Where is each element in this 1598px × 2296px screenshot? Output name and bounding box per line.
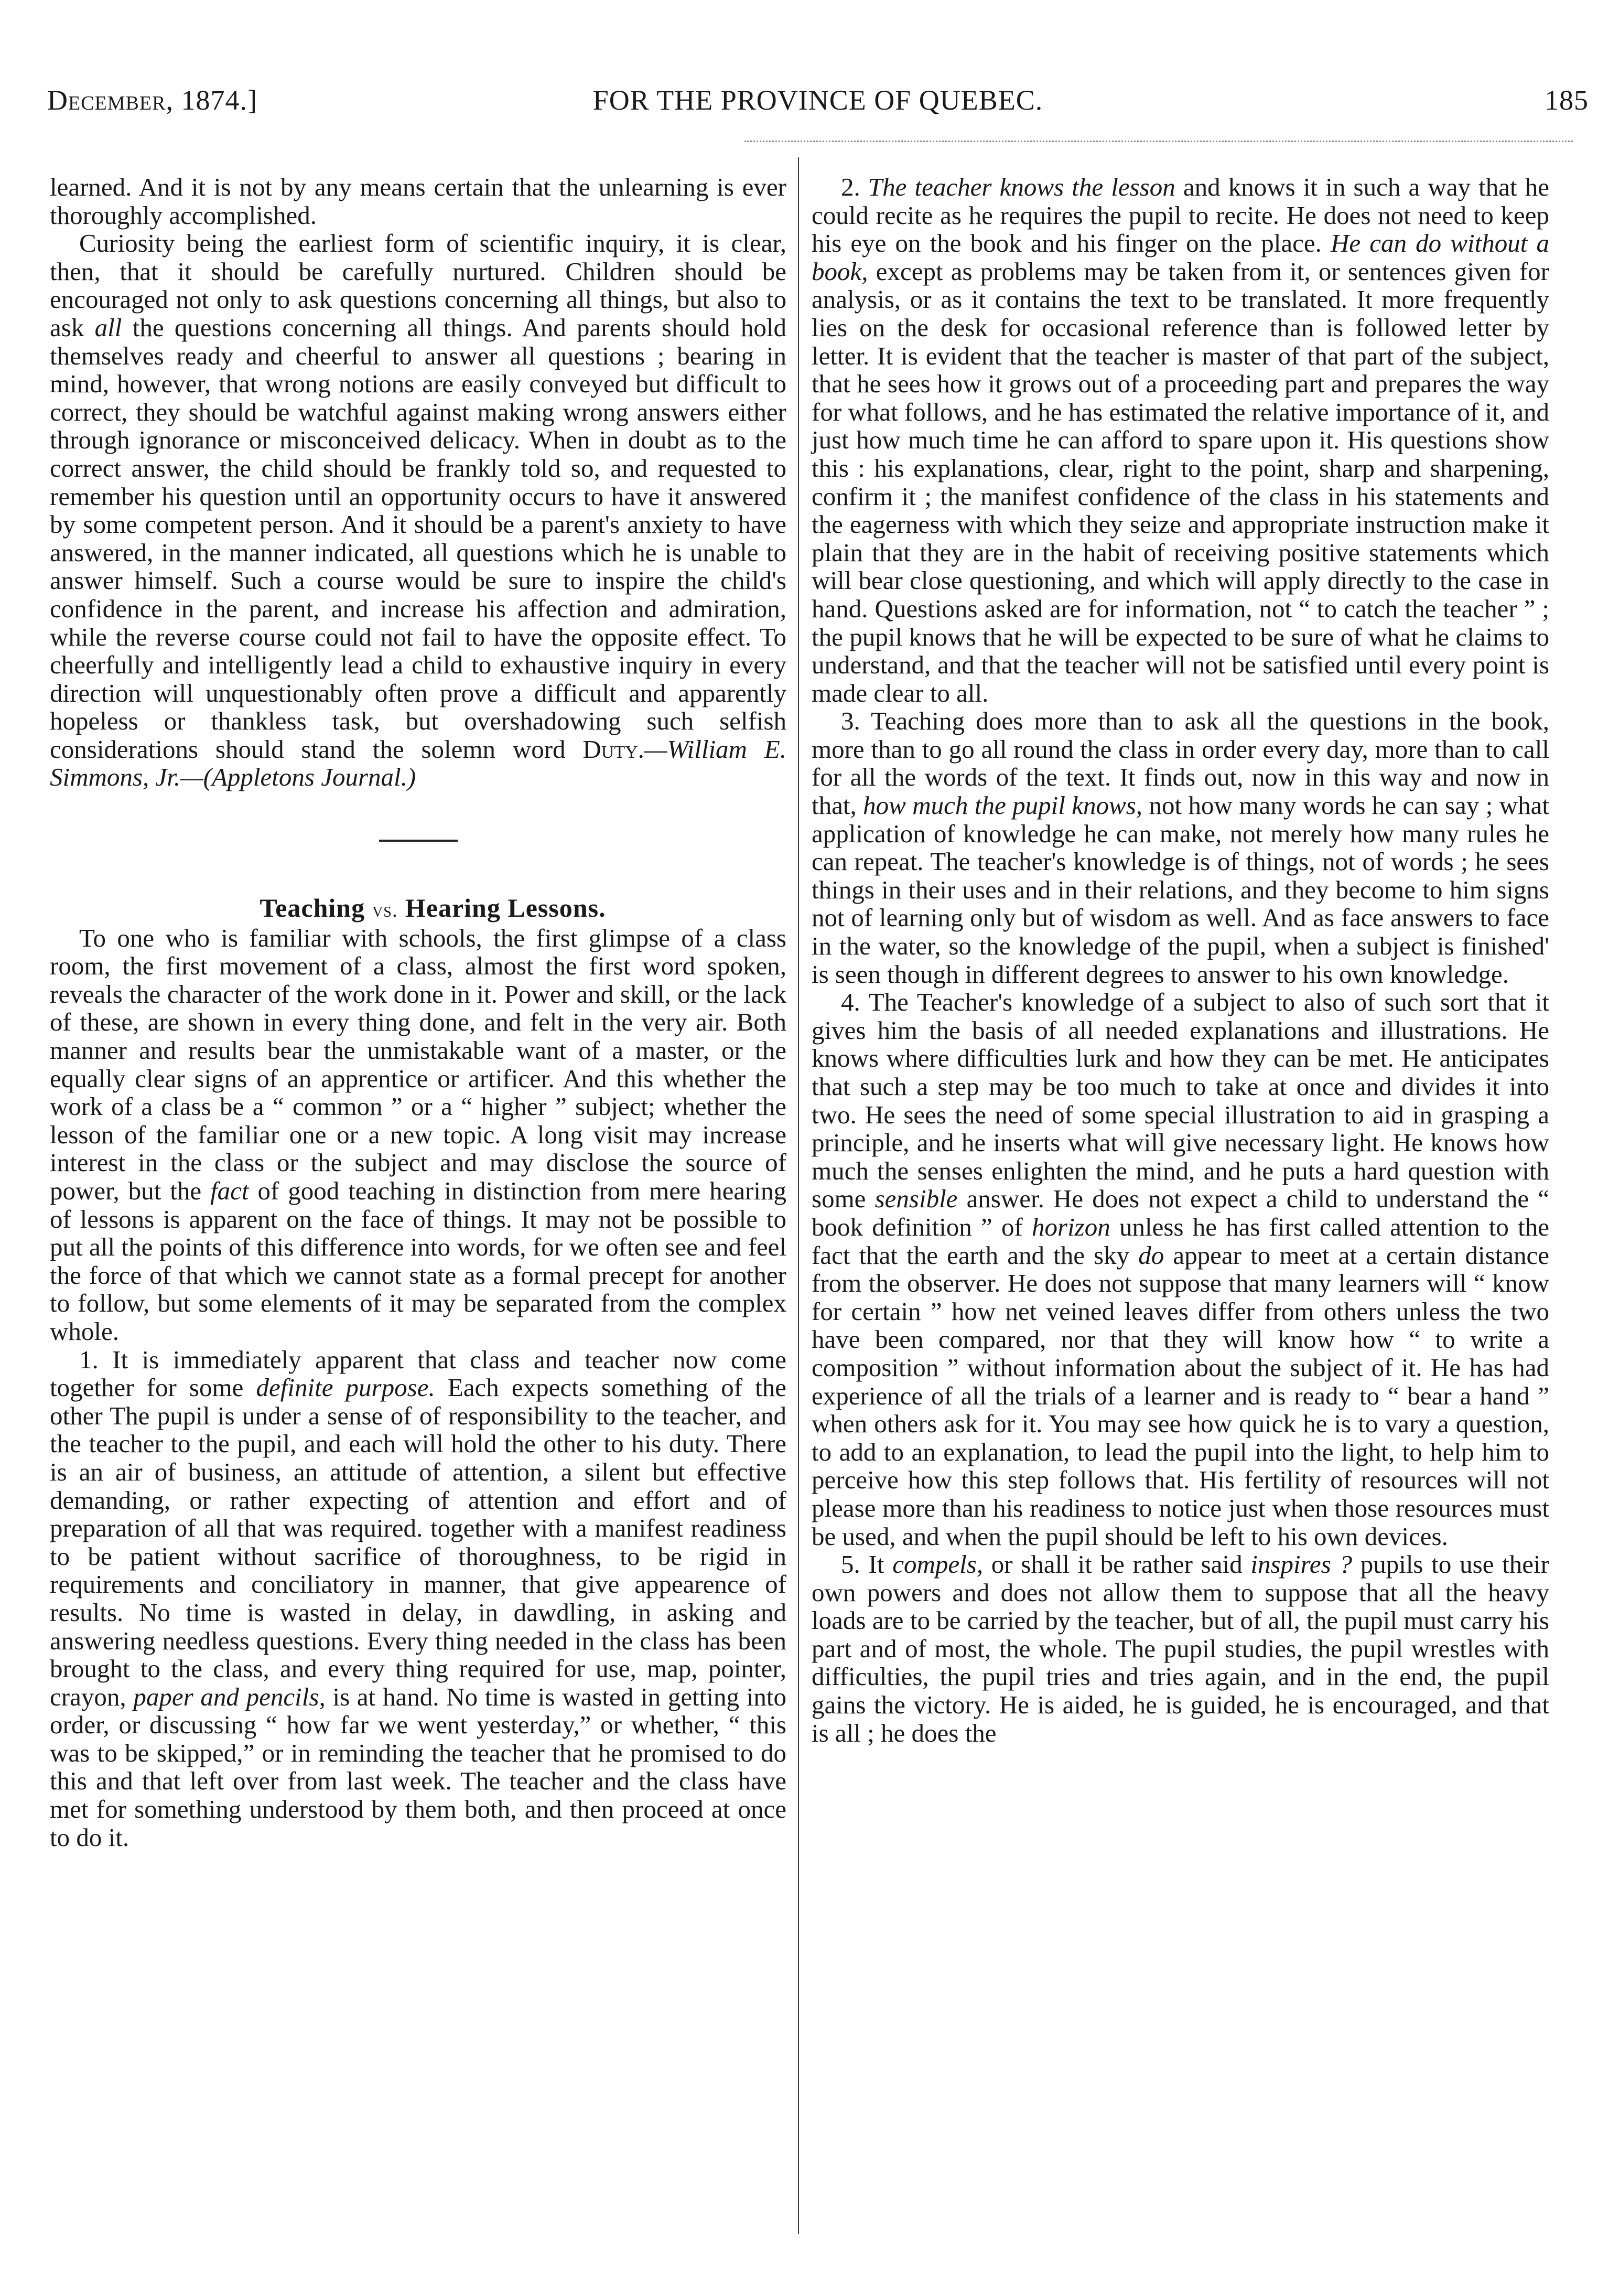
- author-signature: —William E. Simmons, Jr.—(Appletons Journal.): [50, 734, 786, 792]
- text-run: Each expects something of the other The pupil is under a sense of of responsibility to the teacher, and the teacher to the pupil, and each will hold the other to his duty. There is an air of business, an attitude of attention, a silent but effective demanding, or rather expecting of attention and effort and of preparation of all that was required. together with a manifest readiness to be patient without sacrifice of thoroughness, to be rigid in requirements and conciliatory in manner, that give appearence of results. No time is wasted in delay, in dawdling, in asking and answering needless questions. Every thing needed in the class has been brought to the class, and every thing required for use, map, pointer, crayon,: [50, 1373, 787, 1711]
- text-run: and knows it in such a way that he could recite as he requires the pupil to recite. He does not need to keep his eye on the book and his finger on the place.: [812, 173, 1549, 258]
- emphasis: fact: [210, 1176, 249, 1205]
- duty-word: Duty.: [582, 734, 644, 764]
- left-column: [50, 173, 786, 1851]
- text-run: unless he has first called attention to the fact that the earth and the sky: [812, 1212, 1549, 1270]
- text-run: 2.: [841, 173, 868, 201]
- section-separator: [379, 840, 458, 842]
- title-vs: vs.: [372, 898, 398, 922]
- text-run: not how many words he can say ; what application of knowledge he can make, not merely how many rules he can repeat. The teacher's knowledge is of things, not of words ; he sees things in their uses and in their relations, and they become to him signs not of learning only but of wisdom as well. And as face answers to face in the water, so the knowledge of the pupil, when a subject is finished' is seen though in different degrees to answer to his own knowledge.: [812, 791, 1549, 989]
- text-run: answer. He does not expect a child to understand the “ book definition ” of: [812, 1184, 1549, 1241]
- text-run: 1. It is immediately apparent that class and teacher now come together for some: [50, 1345, 786, 1402]
- emphasis: inspires ?: [1250, 1550, 1352, 1579]
- paragraph-teaching: [50, 924, 786, 1346]
- header-title: FOR THE PROVINCE OF QUEBEC.: [592, 84, 1043, 116]
- emphasis: paper and pencils,: [133, 1682, 326, 1711]
- text-run: the questions concerning all things. And parents should hold themselves ready and cheerful to answer all questions ; bearing in mind, however, that wrong notions are easily conveyed but difficult to correct, they should be watchful against making wrong answers either through ignorance or misconceived delicacy. When in doubt as to the correct answer, the child should be frankly told so, and requested to remember his question until an opportunity occurs to have it answered by some competent person. And it should be a parent's anxiety to have answered, in the manner indicated, all questions which he is unable to answer himself. Such a course would be sure to inspire the child's confidence in the parent, and increase his affection and admiration, while the reverse course could not fail to have the opposite effect. To cheerfully and intelligently lead a child to exhaustive inquiry in every direction will unquestionably often prove a difficult and apparently hopeless or thankless task, but overshadowing such selfish considerations should stand the solemn word: [50, 313, 786, 764]
- text-run: of good teaching in distinction from mere hearing of lessons is apparent on the face of things. It may not be possible to put all the points of this difference into words, for we often see and feel the force of that which we cannot state as a formal precept for another to follow, but some elements of it may be separated from the complex whole.: [50, 1176, 786, 1346]
- text-run: Curiosity being the earliest form of scientific inquiry, it is clear, then, that it should be carefully nurtured. Children should be encouraged not only to ask questions concerning all things, but also to ask: [50, 229, 786, 342]
- column-divider: [798, 157, 799, 2234]
- paragraph-point-4: [812, 988, 1549, 1550]
- emphasis: all: [94, 313, 122, 342]
- text-run: except as problems may be taken from it, or sentences given for analysis, or as it contains the text to be translated. It more frequently lies on the desk for occasional reference than is followed letter by letter. It is evident that the teacher is master of that part of the subject, that he sees how it grows out of a proceeding part and prepares the way for what follows, and he has estimated the relative importance of it, and just how much time he can afford to spare upon it. His questions show this : his explanations, clear, right to the point, sharp and sharpening, confirm it ; the manifest confidence of the class in his statements and the eagerness with which they seize and appropriate instruction make it plain that they are in the habit of receiving positive statements which will bear close questioning, and which will apply directly to the case in hand. Questions asked are for information, not “ to catch the teacher ” ; the pupil knows that he will be expected to be sure of what he claims to understand, and that the teacher will not be satisfied until every point is made clear to all.: [812, 256, 1549, 707]
- right-column: [812, 173, 1549, 1747]
- text-run: To one who is familiar with schools, the first glimpse of a class room, the first movement of a class, almost the first word spoken, reveals the character of the work done in it. Power and skill, or the lack of these, are shown in every thing done, and felt in the very air. Both manner and results bear the unmistakable want of a master, or the equally clear signs of an apprentice or artificer. And this whether the work of a class be a “ common ” or a “ higher ” subject; whether the lesson of the familiar one or a new topic. A long visit may increase interest in the class or the subject and may disclose the source of power, but the: [50, 923, 786, 1205]
- paragraph-point-5: [812, 1550, 1549, 1747]
- paragraph-curiosity: [50, 229, 786, 791]
- emphasis: do: [1138, 1240, 1164, 1270]
- emphasis: how much the pupil knows,: [863, 791, 1143, 820]
- paragraph-point-2: [812, 173, 1549, 707]
- emphasis: He can do without a book,: [812, 229, 1549, 286]
- page-number: 185: [1545, 84, 1589, 116]
- text-run: appear to meet at a certain distance from the observer. He does not suppose that many learners will “ know for certain ” how net veined leaves differ from others unless the two have been compared, nor that they will know how “ to write a composition ” without information about the subject of it. He has had experience of all the trials of a learner and is ready to “ bear a hand ” when others ask for it. You may see how quick he is to vary a question, to add to an explanation, to lead the pupil into the light, to help him to perceive how this step follows that. His fertility of resources will not please more than his readiness to notice just when those resources must be used, and when the pupil should be left to his own devices.: [812, 1240, 1549, 1551]
- running-header: [47, 79, 1589, 131]
- emphasis: compels,: [892, 1550, 984, 1579]
- title-part: Hearing Lessons.: [405, 893, 606, 923]
- text-run: 5. It: [841, 1550, 893, 1579]
- emphasis: horizon: [1032, 1212, 1110, 1241]
- title-part: Teaching: [260, 893, 365, 923]
- paragraph-point-1: [50, 1346, 786, 1852]
- article-title: [50, 894, 786, 924]
- text-run: is at hand. No time is wasted in getting into order, or discussing “ how far we went yesterday,” or whether, “ this was to be skipped,” or in reminding the teacher that he promised to do this and that left over from last week. The teacher and the class have met for something understood by them both, and then proceed at once to do it.: [50, 1682, 786, 1852]
- emphasis: The teacher knows the lesson: [868, 173, 1175, 201]
- text-run: or shall it be rather said: [983, 1550, 1251, 1579]
- text-run: 4. The Teacher's knowledge of a subject to also of such sort that it gives him the basis of all needed explanations and illustrations. He knows where difficulties lurk and how they can be met. He anticipates that such a step may be too much to take at once and divides it into two. He sees the need of some special illustration to aid in grasping a principle, and he inserts what will give necessary light. He knows how much the senses enlighten the mind, and he puts a hard question with some: [812, 988, 1549, 1214]
- emphasis: definite purpose.: [256, 1373, 435, 1402]
- header-rule: [744, 141, 1573, 142]
- header-date: December, 1874.]: [47, 84, 257, 116]
- paragraph-point-3: [812, 707, 1549, 988]
- text-run: 3. Teaching does more than to ask all the questions in the book, more than to go all round the class in order every day, more than to call for all the words of the text. It finds out, now in this way and now in that,: [812, 706, 1549, 820]
- text-run: pupils to use their own powers and does not allow them to suppose that all the heavy loads are to be carried by the teacher, but of all, the pupil must carry his part and of most, the whole. The pupil studies, the pupil wrestles with difficulties, the pupil tries and tries again, and in the end, the pupil gains the victory. He is aided, he is guided, he is encouraged, and that is all ; he does the: [812, 1550, 1549, 1747]
- emphasis: sensible: [874, 1184, 958, 1214]
- paragraph-intro: learned. And it is not by any means certain that the unlearning is ever thoroughly accomplished.: [50, 173, 786, 230]
